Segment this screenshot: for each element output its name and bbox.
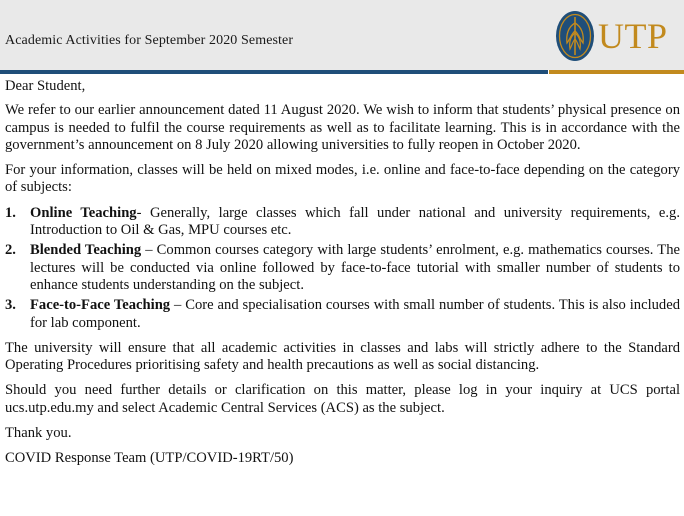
list-item-number: 1. (5, 204, 16, 221)
list-item-term: Blended Teaching (30, 242, 142, 259)
list-item (5, 242, 680, 294)
utp-logo (555, 9, 684, 63)
utp-emblem-icon (555, 9, 595, 63)
paragraph-modes: For your information, classes will be held on mixed modes, i.e. online and face-to-face depending on the category of subjects: (5, 162, 680, 196)
header-banner (0, 0, 684, 70)
salutation: Dear Student, (5, 78, 86, 94)
paragraph-sop: The university will ensure that all academic activities in classes and labs will strictly adhere to the Standard Operating Procedures prioritising safety and health precautions as well as social distancing. (5, 339, 680, 374)
list-item-number: 3. (5, 297, 16, 314)
letter-body (5, 78, 680, 468)
list-item-description: – Core and specialisation courses with small number of students. This is also included for lab component. (30, 297, 680, 331)
teaching-category-list (5, 205, 680, 332)
list-item-term: Face-to-Face Teaching (30, 297, 171, 314)
list-item (5, 205, 680, 240)
list-item-term: Online Teaching (30, 204, 137, 221)
list-item-description: – Common courses category with large students’ enrolment, e.g. mathematics courses. The lectures will be conducted via online followed by face-to-face tutorial with smaller number of students to enhance students understanding on the subject. (30, 242, 680, 293)
signature: COVID Response Team (UTP/COVID-19RT/50) (5, 450, 294, 467)
closing: Thank you. (5, 425, 72, 442)
list-item-description: - Generally, large classes which fall under national and university requirements, e.g. Introduction to Oil & Gas, MPU courses etc. (30, 204, 680, 239)
page-title: Academic Activities for September 2020 Semester (5, 33, 294, 48)
header-divider-blue (0, 70, 548, 74)
paragraph-contact: Should you need further details or clarification on this matter, please log in your inquiry at UCS portal ucs.utp.edu.my and select Academic Central Services (ACS) as the subject. (5, 382, 680, 416)
logo-text: UTP (598, 16, 668, 56)
header-divider-gold (549, 70, 684, 74)
paragraph-intro: We refer to our earlier announcement dated 11 August 2020. We wish to inform that students’ physical presence on campus is needed to fulfil the course requirements as well as to facilitate learning. This is in accordance with the government’s announcement on 8 July 2020 allowing universities to fully reopen in October 2020. (5, 102, 680, 153)
list-item (5, 297, 680, 332)
list-item-number: 2. (5, 242, 16, 259)
